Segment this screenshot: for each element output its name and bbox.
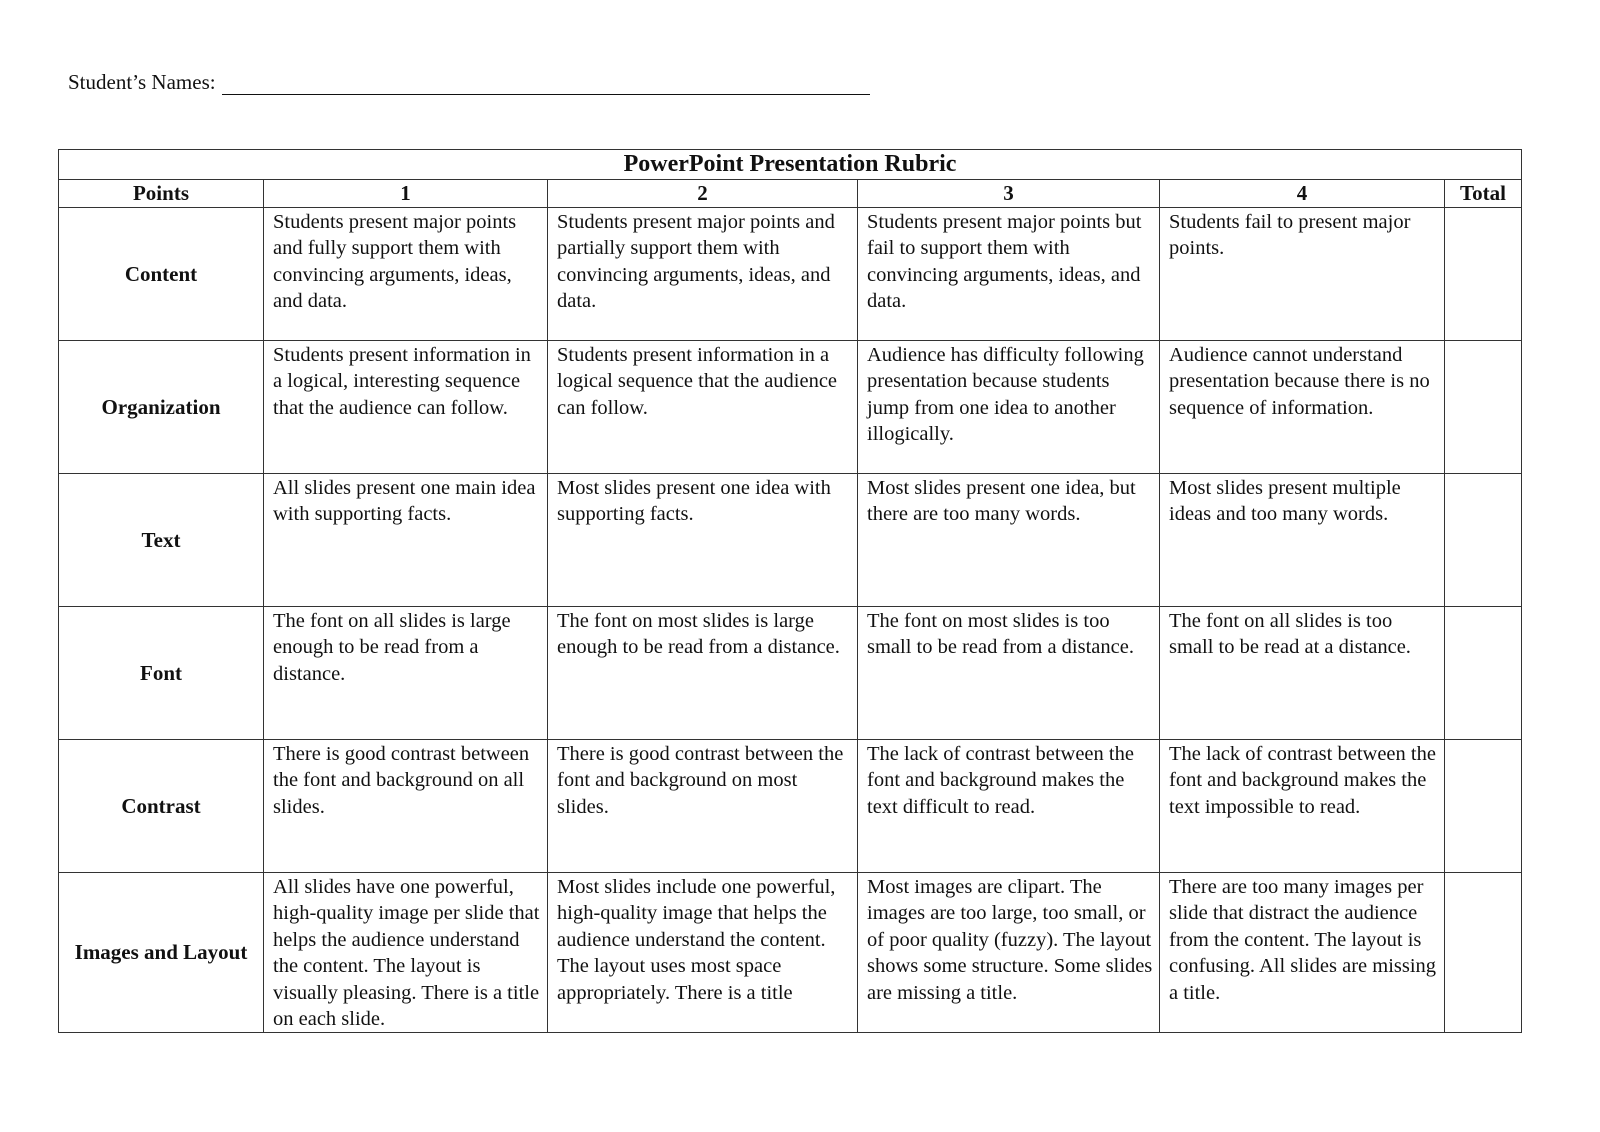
descriptor-score-2: Students present major points and partially support them with convincing arguments, ideas, and data. (548, 208, 858, 341)
total-cell[interactable] (1445, 873, 1522, 1033)
rubric-row-text (59, 474, 1522, 607)
descriptor-score-3: Most slides present one idea, but there are too many words. (858, 474, 1160, 607)
criterion-label: Images and Layout (59, 873, 264, 1033)
descriptor-score-1: Students present information in a logical, interesting sequence that the audience can follow. (264, 341, 548, 474)
criterion-label: Contrast (59, 740, 264, 873)
descriptor-score-3: The lack of contrast between the font and background makes the text difficult to read. (858, 740, 1160, 873)
descriptor-score-4: There are too many images per slide that distract the audience from the content. The layout is confusing. All slides are missing a title. (1160, 873, 1445, 1033)
descriptor-score-1: There is good contrast between the font and background on all slides. (264, 740, 548, 873)
descriptor-score-1: All slides have one powerful, high-quality image per slide that helps the audience understand the content. The layout is visually pleasing. There is a title on each slide. (264, 873, 548, 1033)
descriptor-score-2: Students present information in a logical sequence that the audience can follow. (548, 341, 858, 474)
descriptor-score-3: Students present major points but fail to support them with convincing arguments, ideas, and data. (858, 208, 1160, 341)
criterion-label: Organization (59, 341, 264, 474)
descriptor-score-4: Most slides present multiple ideas and too many words. (1160, 474, 1445, 607)
column-header-score-4: 4 (1160, 180, 1445, 208)
total-cell[interactable] (1445, 341, 1522, 474)
student-names-line (68, 70, 870, 95)
descriptor-score-2: Most slides include one powerful, high-quality image that helps the audience understand the content. The layout uses most space appropriately. There is a title (548, 873, 858, 1033)
rubric-table (58, 149, 1522, 1033)
rubric-header-row (59, 180, 1522, 208)
rubric-row-images-and-layout (59, 873, 1522, 1033)
descriptor-score-2: The font on most slides is large enough to be read from a distance. (548, 607, 858, 740)
total-cell[interactable] (1445, 208, 1522, 341)
descriptor-score-3: Most images are clipart. The images are too large, too small, or of poor quality (fuzzy). The layout shows some structure. Some slides are missing a title. (858, 873, 1160, 1033)
total-cell[interactable] (1445, 474, 1522, 607)
descriptor-score-2: Most slides present one idea with supporting facts. (548, 474, 858, 607)
column-header-total: Total (1445, 180, 1522, 208)
student-names-blank[interactable] (222, 72, 870, 95)
descriptor-score-1: All slides present one main idea with supporting facts. (264, 474, 548, 607)
descriptor-score-3: Audience has difficulty following presentation because students jump from one idea to another illogically. (858, 341, 1160, 474)
total-cell[interactable] (1445, 740, 1522, 873)
criterion-label: Text (59, 474, 264, 607)
descriptor-score-4: The lack of contrast between the font and background makes the text impossible to read. (1160, 740, 1445, 873)
descriptor-score-1: Students present major points and fully support them with convincing arguments, ideas, and data. (264, 208, 548, 341)
column-header-score-1: 1 (264, 180, 548, 208)
descriptor-score-4: Audience cannot understand presentation because there is no sequence of information. (1160, 341, 1445, 474)
rubric-row-contrast (59, 740, 1522, 873)
rubric-row-organization (59, 341, 1522, 474)
column-header-points: Points (59, 180, 264, 208)
descriptor-score-1: The font on all slides is large enough to be read from a distance. (264, 607, 548, 740)
criterion-label: Font (59, 607, 264, 740)
column-header-score-2: 2 (548, 180, 858, 208)
criterion-label: Content (59, 208, 264, 341)
descriptor-score-3: The font on most slides is too small to be read from a distance. (858, 607, 1160, 740)
descriptor-score-4: The font on all slides is too small to be read at a distance. (1160, 607, 1445, 740)
student-names-label: Student’s Names: (68, 70, 216, 94)
column-header-score-3: 3 (858, 180, 1160, 208)
total-cell[interactable] (1445, 607, 1522, 740)
rubric-title: PowerPoint Presentation Rubric (59, 150, 1522, 180)
rubric-row-font (59, 607, 1522, 740)
rubric-row-content (59, 208, 1522, 341)
descriptor-score-2: There is good contrast between the font and background on most slides. (548, 740, 858, 873)
descriptor-score-4: Students fail to present major points. (1160, 208, 1445, 341)
